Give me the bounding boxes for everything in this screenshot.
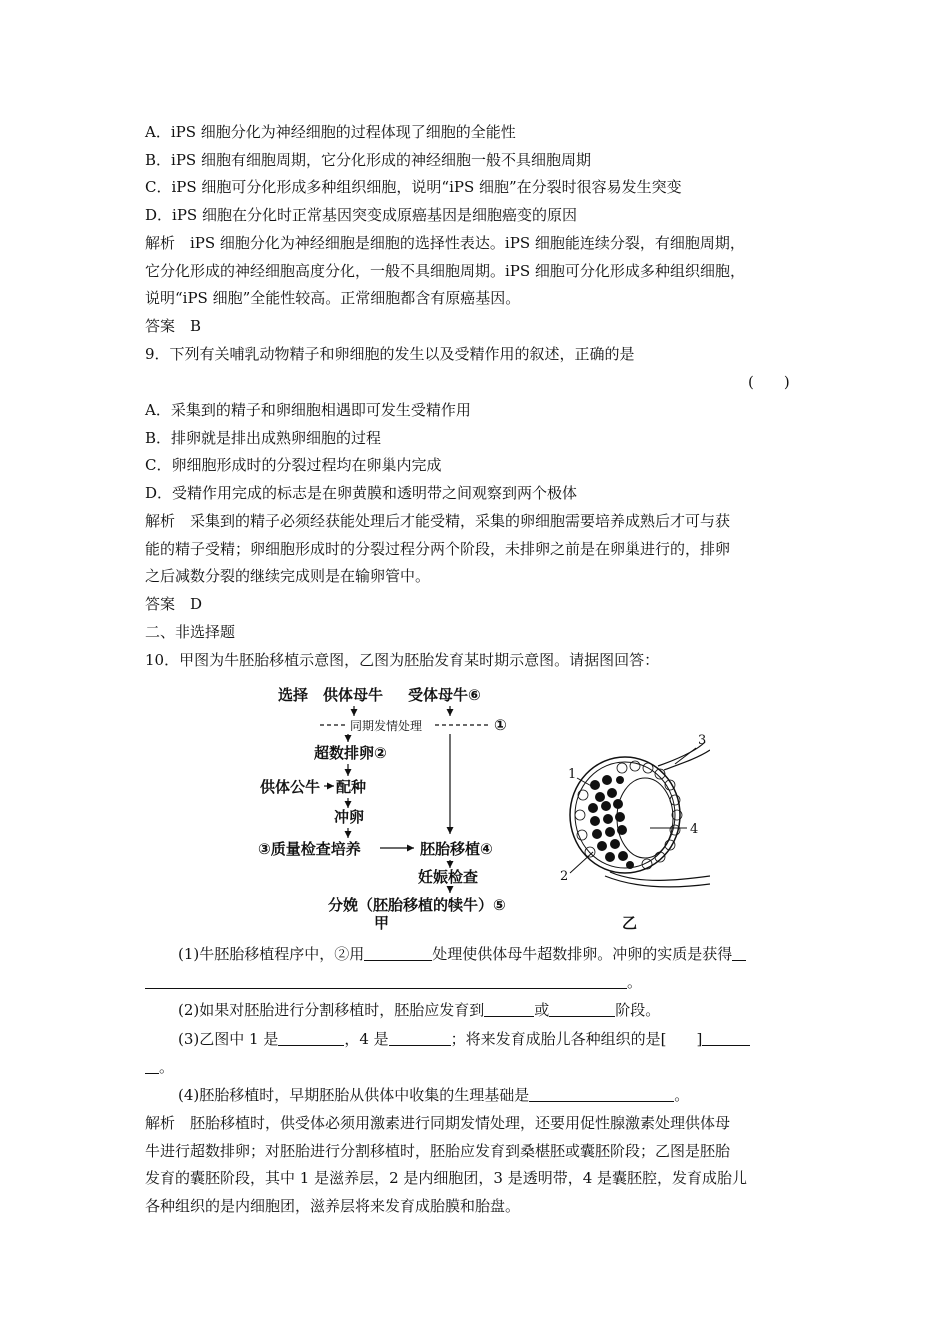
q10-analysis-line-3: 发育的囊胚阶段，其中 1 是滋养层，2 是内细胞团，3 是透明带，4 是囊胚腔，发育成胎儿	[145, 1169, 748, 1187]
q10-part4	[178, 1085, 689, 1105]
q10-part4-text-a: (4)胚胎移植时，早期胚胎从供体中收集的生理基础是	[178, 1086, 530, 1104]
q10-part2	[178, 1000, 660, 1020]
fig-jia-birth: 分娩（胚胎移植的犊牛）⑤	[328, 896, 506, 914]
q9-option-d: D．受精作用完成的标志是在卵黄膜和透明带之间观察到两个极体	[145, 484, 578, 502]
q8-analysis-line-1: 解析 iPS 细胞分化为神经细胞是细胞的选择性表达。iPS 细胞能连续分裂，有细胞周期，	[145, 234, 745, 252]
fig-yi-caption: 乙	[622, 914, 638, 930]
fig-jia-quality: ③质量检查培养	[258, 840, 361, 858]
q10-part2-text-b: 或	[534, 1001, 550, 1019]
fig-yi-label-4: 4	[690, 822, 699, 837]
q10-part4-blank[interactable]	[529, 1087, 674, 1102]
q10-stem: 10．甲图为牛胚胎移植示意图，乙图为胚胎发育某时期示意图。请据图回答：	[145, 651, 660, 669]
fig-jia-sync: 同期发情处理	[350, 719, 423, 733]
q8-option-c: C．iPS 细胞可分化形成多种组织细胞，说明“iPS 细胞”在分裂时很容易发生突变	[145, 178, 682, 196]
fig-yi-label-2: 2	[560, 869, 569, 884]
q9-analysis-line-2: 能的精子受精；卵细胞形成时的分裂过程分两个阶段，未排卵之前是在卵巢进行的，排卵	[145, 540, 731, 558]
q10-part3-text-c: ；将来发育成胎儿各种组织的是[ ]	[450, 1030, 703, 1048]
fig-jia-mating: 配种	[336, 778, 367, 796]
q8-answer: 答案 B	[145, 317, 202, 335]
fig-jia-caption: 甲	[374, 914, 390, 930]
q9-answer: 答案 D	[145, 595, 203, 613]
q10-part3-line2	[145, 1057, 174, 1077]
q10-part1-line1	[178, 944, 746, 964]
q10-part3-blank-3b[interactable]	[145, 1059, 159, 1074]
q10-part3-text-a: (3)乙图中 1 是	[178, 1030, 279, 1048]
q10-part2-blank-2[interactable]	[549, 1002, 615, 1017]
q9-answer-paren: ( )	[748, 373, 790, 391]
q10-part2-blank-1[interactable]	[484, 1002, 534, 1017]
q10-part3-blank-1[interactable]	[278, 1031, 344, 1046]
q8-analysis-line-3: 说明“iPS 细胞”全能性较高。正常细胞都含有原癌基因。	[145, 289, 521, 307]
q10-analysis-line-1: 解析 胚胎移植时，供受体必须用激素进行同期发情处理，还要用促性腺激素处理供体母	[145, 1114, 731, 1132]
q10-part3-blank-2[interactable]	[389, 1031, 451, 1046]
fig-jia-donor-bull: 供体公牛	[260, 778, 321, 796]
q8-analysis-line-2: 它分化形成的神经细胞高度分化，一般不具细胞周期。iPS 细胞可分化形成多种组织细胞，	[145, 262, 745, 280]
q8-option-b: B．iPS 细胞有细胞周期，它分化形成的神经细胞一般不具细胞周期	[145, 151, 591, 169]
q8-option-a: A．iPS 细胞分化为神经细胞的过程体现了细胞的全能性	[145, 123, 516, 141]
q10-part1-text-a: (1)牛胚胎移植程序中，②用	[178, 945, 365, 963]
q10-part2-text-c: 阶段。	[615, 1001, 661, 1019]
q10-part1-text-b: 处理使供体母牛超数排卵。冲卵的实质是获得	[432, 945, 733, 963]
fig-jia-select: 选择	[278, 686, 309, 704]
fig-yi-label-1: 1	[568, 767, 577, 782]
q9-stem: 9．下列有关哺乳动物精子和卵细胞的发生以及受精作用的叙述，正确的是	[145, 345, 635, 363]
fig-jia-donor-cow: 供体母牛	[323, 686, 384, 704]
q10-part1-blank-2a[interactable]	[732, 946, 746, 961]
q10-part1-blank-1[interactable]	[364, 946, 432, 961]
q10-part1-line2	[145, 972, 642, 992]
q9-analysis-line-1: 解析 采集到的精子必须经获能处理后才能受精，采集的卵细胞需要培养成熟后才可与获	[145, 512, 731, 530]
q10-analysis-line-4: 各种组织的是内细胞团，滋养层将来发育成胎膜和胎盘。	[145, 1197, 521, 1215]
fig-jia-preg-check: 妊娠检查	[418, 868, 479, 886]
fig-yi-label-3: 3	[698, 733, 707, 748]
q10-part3-end: 。	[159, 1058, 175, 1076]
fig-jia-circle1: ①	[494, 716, 507, 734]
q10-part4-end: 。	[674, 1086, 690, 1104]
q10-part1-end: 。	[627, 973, 643, 991]
q10-part2-text-a: (2)如果对胚胎进行分割移植时，胚胎应发育到	[178, 1001, 485, 1019]
q10-part3-blank-3[interactable]	[702, 1031, 750, 1046]
fig-jia-transfer: 胚胎移植④	[420, 840, 493, 858]
fig-yi-blastocyst	[570, 742, 710, 887]
q10-analysis-line-2: 牛进行超数排卵；对胚胎进行分割移植时，胚胎应发育到桑椹胚或囊胚阶段；乙图是胚胎	[145, 1142, 731, 1160]
q9-option-b: B．排卵就是排出成熟卵细胞的过程	[145, 429, 382, 447]
q10-part3-line1	[178, 1029, 750, 1049]
fig-jia-flush: 冲卵	[334, 808, 365, 826]
q10-part3-text-b: ，4 是	[344, 1030, 389, 1048]
q9-option-c: C．卵细胞形成时的分裂过程均在卵巢内完成	[145, 456, 442, 474]
q10-part1-blank-2[interactable]	[145, 974, 627, 989]
fig-jia-superov: 超数排卵②	[314, 744, 387, 762]
q9-analysis-line-3: 之后减数分裂的继续完成则是在输卵管中。	[145, 567, 431, 585]
q8-option-d: D．iPS 细胞在分化时正常基因突变成原癌基因是细胞癌变的原因	[145, 206, 577, 224]
fig-jia-recipient-cow: 受体母牛⑥	[408, 686, 481, 704]
q9-option-a: A．采集到的精子和卵细胞相遇即可发生受精作用	[145, 401, 471, 419]
section-heading: 二、非选择题	[145, 623, 236, 641]
q10-figures	[250, 680, 710, 930]
